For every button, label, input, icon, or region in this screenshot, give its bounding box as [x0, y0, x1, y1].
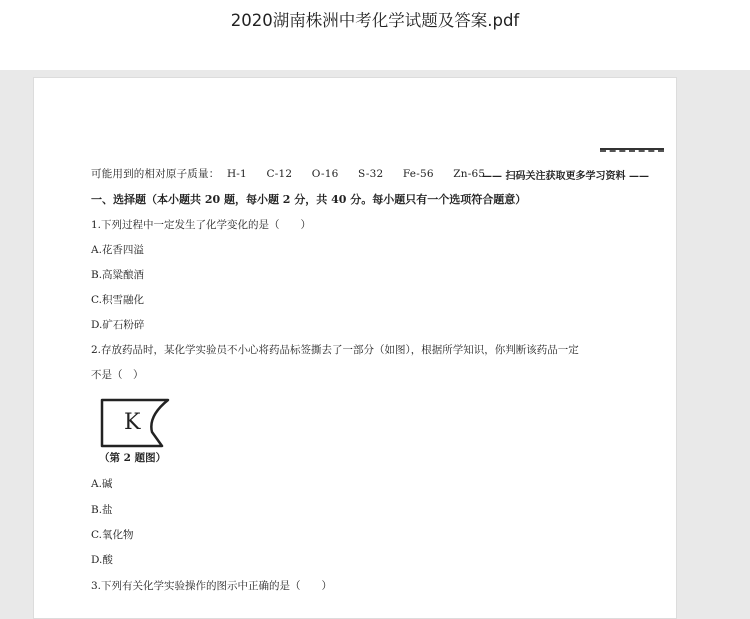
header-mark [600, 148, 664, 152]
atomic-mass-s: S-32 [358, 168, 384, 180]
atomic-mass-zn: Zn-65 [453, 168, 486, 180]
question-2-stem-line2: 不是（ ） [91, 369, 144, 381]
q1-option-d: D.矿石粉碎 [91, 319, 145, 331]
atomic-mass-fe: Fe-56 [402, 168, 434, 180]
atomic-mass-h: H-1 [226, 168, 247, 180]
q2-option-a: A.碱 [91, 478, 113, 490]
figure-caption: （第 2 题图） [99, 452, 167, 464]
atomic-masses-line [91, 166, 485, 181]
pdf-page [33, 77, 677, 619]
atomic-mass-c: C-12 [266, 168, 293, 180]
q2-option-b: B.盐 [91, 504, 113, 516]
q1-option-b: B.高粱酿酒 [91, 269, 145, 281]
question-3-stem: 3.下列有关化学实验操作的图示中正确的是（ ） [91, 580, 333, 592]
question-1-stem: 1.下列过程中一定发生了化学变化的是（ ） [91, 219, 312, 231]
title-bar [0, 0, 750, 70]
atomic-masses-label: 可能用到的相对原子质量： [91, 168, 220, 180]
q2-option-d: D.酸 [91, 554, 113, 566]
question-2-stem-line1: 2.存放药品时，某化学实验员不小心将药品标签撕去了一部分（如图），根据所学知识，你判断该药品一定 [91, 344, 579, 356]
section-heading: 一、选择题（本小题共 20 题，每小题 2 分，共 40 分。每小题只有一个选项符合题意） [91, 193, 527, 206]
atomic-mass-o: O-16 [311, 168, 339, 180]
promo-text: —— 扫码关注获取更多学习资料 —— [482, 171, 649, 182]
document-title: 2020湖南株洲中考化学试题及答案.pdf [230, 11, 520, 30]
label-letter: K [124, 410, 141, 435]
q2-option-c: C.氧化物 [91, 529, 134, 541]
q1-option-c: C.积雪融化 [91, 294, 144, 306]
q1-option-a: A.花香四溢 [91, 244, 144, 256]
